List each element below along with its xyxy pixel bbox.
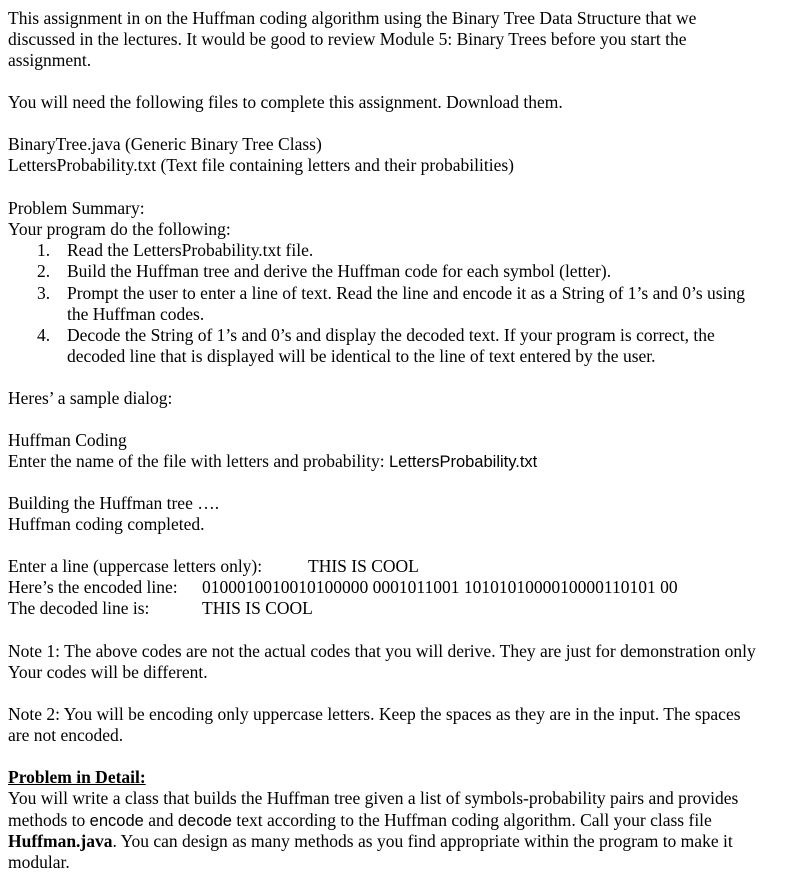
list-item-continued: decoded line that is displayed will be identical to the line of text entered by the user. [67,346,656,366]
detail-text: methods to [8,810,90,830]
detail-text: text according to the Huffman coding algorithm. Call your class file [231,810,712,830]
decode-method: decode [177,812,232,830]
note-1-line-2: Your codes will be different. [8,662,208,682]
intro-line-2: discussed in the lectures. It would be good to review Module 5: Binary Trees before you start the [8,29,687,49]
summary-heading: Problem Summary: [8,198,145,218]
note-2-line-1: Note 2: You will be encoding only uppercase letters. Keep the spaces as they are in the input. The spaces [8,704,741,724]
dialog-file-value: LettersProbability.txt [389,453,538,471]
files-intro: You will need the following files to complete this assignment. Download them. [8,92,563,112]
list-item: Prompt the user to enter a line of text. Read the line and encode it as a String of 1’s and 0’s using [67,283,745,303]
list-item-continued: the Huffman codes. [67,304,205,324]
dialog-building: Building the Huffman tree …. [8,493,220,513]
file-item: LettersProbability.txt (Text file containing letters and their probabilities) [8,155,514,175]
dialog-decoded-prompt: The decoded line is: [8,598,150,618]
dialog-file-prompt: Enter the name of the file with letters and probability: [8,451,389,471]
dialog-title: Huffman Coding [8,430,127,450]
detail-text: . You can design as many methods as you find appropriate within the program to make it [112,831,733,851]
intro-line-1: This assignment in on the Huffman coding algorithm using the Binary Tree Data Structure that we [8,8,697,28]
list-number: 1. [37,240,51,260]
file-item: BinaryTree.java (Generic Binary Tree Class) [8,134,322,154]
list-number: 4. [37,325,51,345]
note-1-line-1: Note 1: The above codes are not the actual codes that you will derive. They are just for demonstration only [8,641,756,661]
detail-text: and [143,810,178,830]
detail-line-2 [8,810,712,832]
list-number: 2. [37,261,51,281]
detail-heading: Problem in Detail: [8,767,146,787]
list-number: 3. [37,283,51,303]
list-item: Decode the String of 1’s and 0’s and display the decoded text. If your program is correct, the [67,325,715,345]
note-2-line-2: are not encoded. [8,725,124,745]
dialog-heading: Heres’ a sample dialog: [8,388,173,408]
encode-method: encode [89,812,144,830]
detail-line-1: You will write a class that builds the Huffman tree given a list of symbols-probability pairs and provides [8,788,739,808]
class-filename: Huffman.java [8,831,113,851]
dialog-completed: Huffman coding completed. [8,514,205,534]
dialog-enter-value: THIS IS COOL [308,556,419,576]
list-item: Build the Huffman tree and derive the Huffman code for each symbol (letter). [67,261,612,281]
intro-line-3: assignment. [8,50,92,70]
dialog-encoded-value: 0100010010010100000 0001011001 1010101000010000110101 00 [202,577,678,597]
detail-line-4: modular. [8,852,70,872]
dialog-encoded-prompt: Here’s the encoded line: [8,577,178,597]
dialog-decoded-value: THIS IS COOL [202,598,313,618]
summary-lead: Your program do the following: [8,219,231,239]
dialog-enter-prompt: Enter a line (uppercase letters only): [8,556,263,576]
detail-line-3 [8,831,733,852]
dialog-file-line [8,451,537,473]
list-item: Read the LettersProbability.txt file. [67,240,314,260]
